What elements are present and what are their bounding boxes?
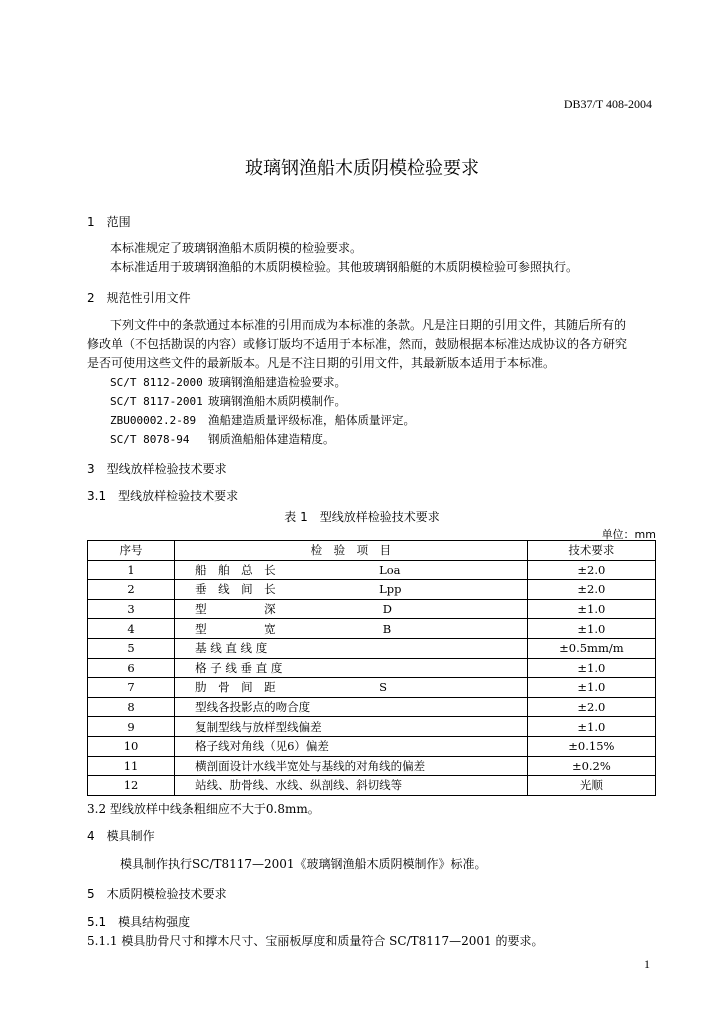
inspection-item-cell: 基 线 直 线 度 [175,638,528,658]
requirement-cell: ±1.0 [527,658,655,678]
reference-code: ZBU00002.2-89 [110,414,197,427]
section-2-paragraph-line-1: 下列文件中的条款通过本标准的引用而成为本标准的条款。凡是注日期的引用文件，其随后所有的 [110,318,627,332]
requirement-cell: ±1.0 [527,678,655,698]
table-header-cell: 序号 [88,541,175,561]
row-number-cell: 6 [88,658,175,678]
section-2-paragraph-line-3: 是否可使用这些文件的最新版本。凡是不注日期的引用文件，其最新版本适用于本标准。 [87,356,556,370]
reference-code: SC/T 8117-2001 [110,395,203,408]
row-number-cell: 11 [88,756,175,776]
reference-code: SC/T 8078-94 [110,433,190,446]
section-5-1-heading: 5.1 模具结构强度 [87,915,191,929]
table-caption: 表 1 型线放样检验技术要求 [284,510,440,524]
table-row [88,717,656,737]
reference-item [110,393,346,409]
requirement-cell: ±1.0 [527,619,655,639]
table-row [88,756,656,776]
requirement-cell: 光顺 [527,776,655,796]
section-4-heading: 4 模具制作 [87,829,155,843]
table-row [88,599,656,619]
row-number-cell: 5 [88,638,175,658]
table-header-cell: 技术要求 [527,541,655,561]
table-row [88,638,656,658]
section-4-paragraph: 模具制作执行SC/T8117—2001《玻璃钢渔船木质阴模制作》标准。 [120,857,487,871]
table-header-cell: 检 验 项 目 [175,541,528,561]
section-3-2-text: 3.2 型线放样中线条粗细应不大于0.8mm。 [87,802,320,816]
row-number-cell: 1 [88,560,175,580]
inspection-item-cell: 肋 骨 间 距 S [175,678,528,698]
row-number-cell: 8 [88,697,175,717]
table-row [88,776,656,796]
table-header-row [88,541,656,561]
requirement-cell: ±2.0 [527,697,655,717]
inspection-item-cell: 型 宽 B [175,619,528,639]
section-2-paragraph-line-2: 修改单（不包括勘误的内容）或修订版均不适用于本标准，然而，鼓励根据本标准达成协议的各方研究 [87,337,628,351]
section-1-paragraph-1: 本标准规定了玻璃钢渔船木质阴模的检验要求。 [110,241,363,255]
section-5-heading: 5 木质阴模检验技术要求 [87,887,227,901]
table-row [88,580,656,600]
row-number-cell: 3 [88,599,175,619]
inspection-item-cell: 站线、肋骨线、水线、纵剖线、斜切线等 [175,776,528,796]
requirement-cell: ±0.15% [527,736,655,756]
row-number-cell: 4 [88,619,175,639]
row-number-cell: 2 [88,580,175,600]
reference-title: 钢质渔船船体建造精度。 [208,432,335,446]
table-row [88,736,656,756]
row-number-cell: 7 [88,678,175,698]
table-row [88,697,656,717]
requirement-cell: ±2.0 [527,560,655,580]
inspection-item-cell: 复制型线与放样型线偏差 [175,717,528,737]
reference-title: 渔船建造质量评级标准，船体质量评定。 [208,413,415,427]
table-row [88,560,656,580]
requirement-cell: ±0.2% [527,756,655,776]
page-number: 1 [644,957,650,971]
row-number-cell: 12 [88,776,175,796]
inspection-item-cell: 横剖面设计水线半宽处与基线的对角线的偏差 [175,756,528,776]
standard-number: DB37/T 408-2004 [563,97,652,111]
reference-item [110,431,335,447]
inspection-table [87,540,656,796]
row-number-cell: 9 [88,717,175,737]
reference-title: 玻璃钢渔船建造检验要求。 [208,375,346,389]
section-3-heading: 3 型线放样检验技术要求 [87,462,227,476]
table-unit: 单位：mm [601,528,656,541]
inspection-item-cell: 格 子 线 垂 直 度 [175,658,528,678]
section-3-1-heading: 3.1 型线放样检验技术要求 [87,489,239,503]
reference-title: 玻璃钢渔船木质阴模制作。 [208,394,346,408]
inspection-item-cell: 船 舶 总 长 Loa [175,560,528,580]
inspection-item-cell: 格子线对角线（见6）偏差 [175,736,528,756]
inspection-item-cell: 垂 线 间 长 Lpp [175,580,528,600]
section-2-heading: 2 规范性引用文件 [87,291,191,305]
reference-item [110,412,415,428]
requirement-cell: ±2.0 [527,580,655,600]
reference-item [110,374,346,390]
inspection-item-cell: 型 深 D [175,599,528,619]
section-1-heading: 1 范围 [87,215,131,229]
requirement-cell: ±0.5mm/m [527,638,655,658]
requirement-cell: ±1.0 [527,717,655,737]
inspection-item-cell: 型线各投影点的吻合度 [175,697,528,717]
section-1-paragraph-2: 本标准适用于玻璃钢渔船的木质阴模检验。其他玻璃钢船艇的木质阴模检验可参照执行。 [110,260,579,274]
table-row [88,619,656,639]
table-row [88,658,656,678]
requirement-cell: ±1.0 [527,599,655,619]
document-title: 玻璃钢渔船木质阴模检验要求 [245,158,479,179]
table-row [88,678,656,698]
reference-code: SC/T 8112-2000 [110,376,203,389]
section-5-1-1-text: 5.1.1 模具肋骨尺寸和撑木尺寸、宝丽板厚度和质量符合 SC/T8117—2001 的要求。 [87,934,544,948]
row-number-cell: 10 [88,736,175,756]
